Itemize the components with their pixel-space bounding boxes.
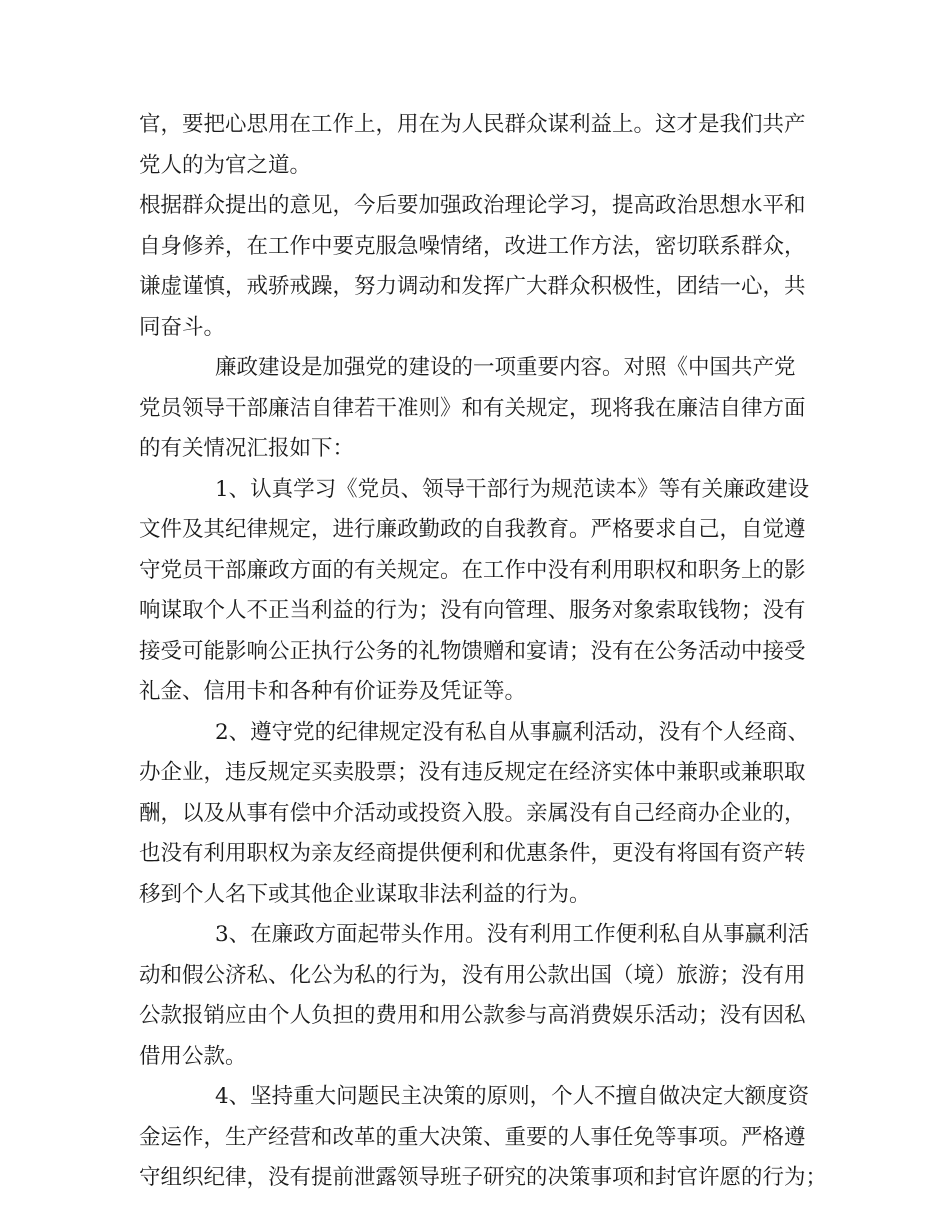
paragraph-start-line: 4、坚持重大问题民主决策的原则，个人不擅自做决定大额度资 xyxy=(215,1084,810,1109)
paragraph-start-line: 3、在廉政方面起带头作用。没有利用工作便利私自从事赢利活 xyxy=(215,922,810,947)
text-line: 党人的为官之道。 xyxy=(139,152,312,178)
text-line: 响谋取个人不正当利益的行为；没有向管理、服务对象索取钱物；没有 xyxy=(139,598,806,623)
text-line: 礼金、信用卡和各种有价证券及凭证等。 xyxy=(139,679,527,704)
text-line: 公款报销应由个人负担的费用和用公款参与高消费娱乐活动；没有因私 xyxy=(139,1003,806,1028)
text-line: 也没有利用职权为亲友经商提供便利和优惠条件，更没有将国有资产转 xyxy=(139,841,806,866)
paragraph-start-line: 2、遵守党的纪律规定没有私自从事赢利活动，没有个人经商、 xyxy=(215,719,810,745)
text-line: 借用公款。 xyxy=(139,1043,247,1069)
document-body xyxy=(139,105,828,1199)
text-line: 守党员干部廉政方面的有关规定。在工作中没有利用职权和职务上的影 xyxy=(139,557,806,583)
text-line: 自身修养，在工作中要克服急噪情绪，改进工作方法，密切联系群众， xyxy=(139,233,806,259)
text-line: 守组织纪律，没有提前泄露领导班子研究的决策事项和封官许愿的行为； xyxy=(139,1165,828,1190)
text-line: 的有关情况汇报如下： xyxy=(139,436,355,461)
paragraph-start-line: 1、认真学习《党员、领导干部行为规范读本》等有关廉政建设 xyxy=(215,476,810,502)
text-line: 办企业，违反规定买卖股票；没有违反规定在经济实体中兼职或兼职取 xyxy=(139,760,806,785)
text-line: 接受可能影响公正执行公务的礼物馈赠和宴请；没有在公务活动中接受 xyxy=(139,638,806,664)
paragraph-start-line: 廉政建设是加强党的建设的一项重要内容。对照《中国共产党 xyxy=(215,355,796,380)
text-line: 文件及其纪律规定，进行廉政勤政的自我教育。严格要求自己，自觉遵 xyxy=(139,517,806,542)
text-line: 党员领导干部廉洁自律若干准则》和有关规定，现将我在廉洁自律方面 xyxy=(139,395,806,421)
text-line: 官，要把心思用在工作上，用在为人民群众谋利益上。这才是我们共产 xyxy=(139,112,806,137)
text-line: 同奋斗。 xyxy=(139,314,226,340)
text-line: 金运作，生产经营和改革的重大决策、重要的人事任免等事项。严格遵 xyxy=(139,1124,806,1150)
text-line: 根据群众提出的意见，今后要加强政治理论学习，提高政治思想水平和 xyxy=(139,193,806,218)
text-line: 动和假公济私、化公为私的行为，没有用公款出国（境）旅游；没有用 xyxy=(139,962,806,988)
text-line: 酬，以及从事有偿中介活动或投资入股。亲属没有自己经商办企业的， xyxy=(139,800,806,826)
text-line: 谦虚谨慎，戒骄戒躁，努力调动和发挥广大群众积极性，团结一心，共 xyxy=(139,274,806,299)
text-line: 移到个人名下或其他企业谋取非法利益的行为。 xyxy=(139,881,591,907)
